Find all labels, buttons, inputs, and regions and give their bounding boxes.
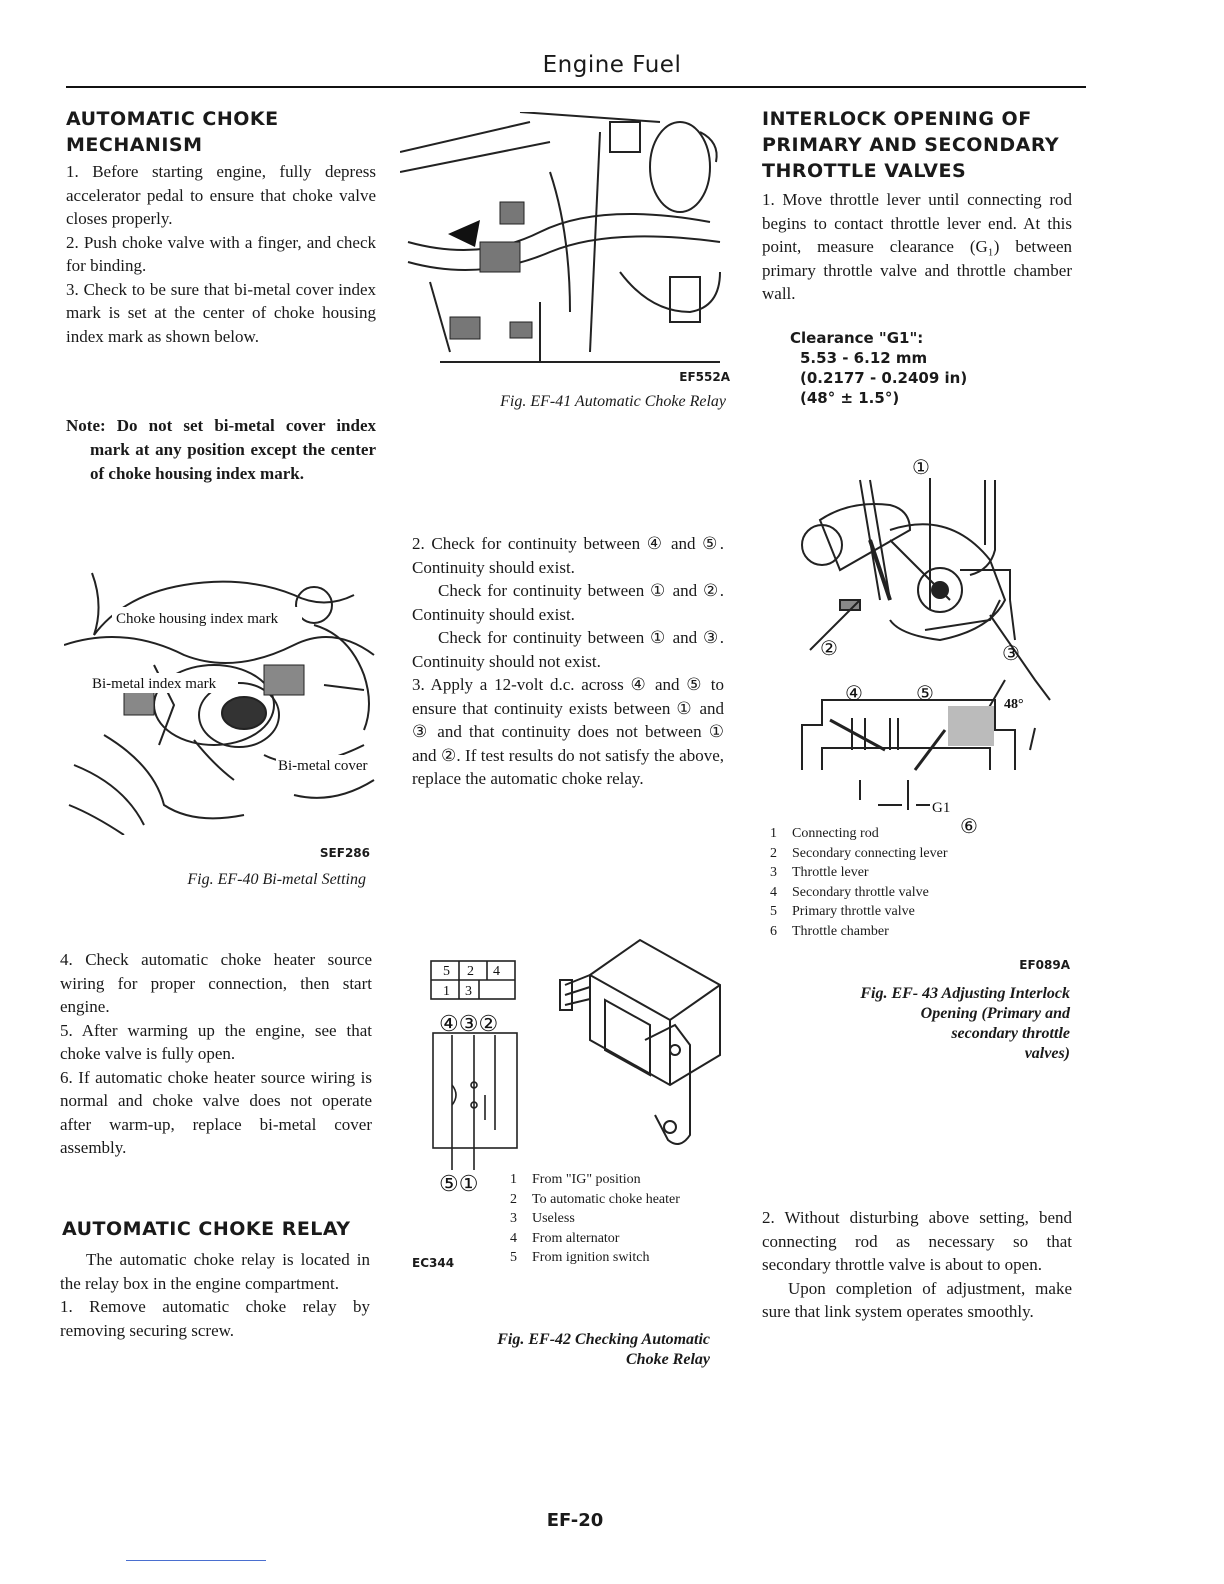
clearance-inch: (0.2177 - 0.2409 in)	[800, 369, 968, 387]
choke-steps-4-6	[60, 948, 372, 1160]
fig-ef42-caption-line1: Fig. EF-42 Checking Automatic	[497, 1331, 710, 1348]
relay-continuity-checks	[412, 532, 724, 791]
legend-text: From alternator	[532, 1230, 620, 1246]
check-1: 2. Check for continuity between ④ and ⑤. Continuity should exist.	[412, 534, 724, 577]
legend-num: 1	[510, 1172, 517, 1187]
interlock-step-2-block	[762, 1206, 1072, 1324]
fig-ef43-caption-line3: secondary throttle	[951, 1025, 1070, 1042]
fig-ef43-caption	[780, 984, 1070, 1064]
clearance-spec	[790, 328, 967, 408]
step-5: 5. After warming up the engine, see that choke valve is fully open.	[60, 1020, 372, 1063]
clearance-label: Clearance "G1":	[790, 329, 924, 347]
header-rule	[66, 86, 1086, 88]
callout-1: ①	[912, 457, 930, 479]
fig-ef43-diagram	[790, 450, 1060, 840]
interlock-completion: Upon completion of adjustment, make sure that link system operates smoothly.	[762, 1278, 1072, 1321]
legend-num: 3	[770, 865, 777, 880]
legend-text: Connecting rod	[792, 826, 879, 841]
legend-text: Secondary connecting lever	[792, 845, 948, 861]
fig-ef43-caption-line1: Fig. EF- 43 Adjusting Interlock	[860, 985, 1070, 1002]
fig-ef40-code: SEF286	[319, 846, 370, 860]
page-number: EF-20	[546, 1510, 604, 1531]
conn-top-2: 2	[467, 964, 474, 979]
legend-text: Primary throttle valve	[792, 904, 915, 919]
legend-row	[510, 1229, 680, 1249]
legend-num: 6	[770, 923, 777, 939]
fig-ef43-legend	[770, 824, 960, 941]
callout-3: ③	[1002, 643, 1020, 665]
label-bimetal-index-mark: Bi-metal index mark	[92, 676, 217, 692]
legend-row	[510, 1209, 680, 1229]
legend-row	[510, 1170, 680, 1190]
legend-num: 5	[770, 904, 777, 919]
legend-row	[510, 1248, 680, 1268]
fig-ef42-relay-drawing	[550, 935, 730, 1155]
callout-2: ②	[820, 638, 838, 660]
fig-ef40-caption: Fig. EF-40 Bi-metal Setting	[187, 871, 366, 888]
legend-row	[510, 1190, 680, 1210]
interlock-step-2: 2. Without disturbing above setting, bend connecting rod as necessary so that secondary throttle valve is about to open.	[762, 1208, 1072, 1274]
legend-num: 5	[510, 1250, 517, 1265]
legend-text: From ignition switch	[532, 1250, 650, 1265]
legend-text: Throttle lever	[792, 865, 869, 880]
check-3: Check for continuity between ① and ③. Continuity should not exist.	[412, 628, 724, 671]
legend-num: 4	[510, 1230, 517, 1246]
callout-4: ④	[845, 683, 863, 705]
conn-bottom-2: 3	[465, 984, 472, 999]
legend-text: Throttle chamber	[792, 923, 889, 939]
legend-text: Secondary throttle valve	[792, 884, 929, 900]
relay-intro: The automatic choke relay is located in the relay box in the engine compartment.	[60, 1250, 370, 1293]
terminals-top: ④③②	[439, 1011, 499, 1036]
note-bimetal: Note: Do not set bi-metal cover index mark at any position except the center of choke housing index mark.	[66, 416, 376, 483]
conn-top-3: 4	[493, 964, 500, 979]
label-choke-housing-index-mark: Choke housing index mark	[116, 611, 279, 627]
fig-ef42-wiring-diagram	[425, 955, 525, 1200]
step-1: 1. Before starting engine, fully depress accelerator pedal to ensure that choke valve closes properly.	[66, 162, 376, 228]
check-2: Check for continuity between ① and ②. Continuity should exist.	[412, 581, 724, 624]
conn-top-1: 5	[443, 964, 450, 979]
fig-ef42-legend	[510, 1170, 680, 1268]
legend-text: To automatic choke heater	[532, 1191, 680, 1207]
fig-ef40-illustration	[64, 565, 380, 835]
legend-text: From "IG" position	[532, 1172, 641, 1187]
g1-label: G1	[932, 800, 951, 816]
angle-label: 48°	[1004, 697, 1024, 712]
step-4: 4. Check automatic choke heater source wiring for proper connection, then start engine.	[60, 950, 372, 1016]
clearance-angle: (48° ± 1.5°)	[800, 389, 900, 407]
choke-mechanism-steps	[66, 160, 376, 348]
label-bimetal-cover: Bi-metal cover	[278, 758, 368, 774]
arrow-pointer-icon	[448, 220, 480, 247]
fig-ef43-caption-line2: Opening (Primary and	[920, 1005, 1070, 1022]
terminals-bottom: ⑤①	[439, 1171, 479, 1196]
footer-rule	[126, 1560, 266, 1561]
legend-num: 3	[510, 1211, 517, 1226]
check-4: 3. Apply a 12-volt d.c. across ④ and ⑤ to ensure that continuity exists between ① and ③ and that continuity does not between ① and ②. If test results do not satisfy the above, replace the automatic choke relay.	[412, 675, 724, 788]
fig-ef42-code: EC344	[412, 1256, 455, 1270]
legend-row	[770, 883, 960, 903]
fig-ef43-code: EF089A	[1019, 958, 1070, 972]
legend-row	[770, 902, 960, 922]
step-3: 3. Check to be sure that bi-metal cover index mark is set at the center of choke housing index mark as shown below.	[66, 279, 376, 346]
relay-text	[60, 1248, 370, 1342]
callout-5: ⑤	[916, 683, 934, 705]
legend-num: 4	[770, 884, 777, 900]
legend-num: 2	[770, 845, 777, 861]
relay-step-1: 1. Remove automatic choke relay by removing securing screw.	[60, 1297, 370, 1340]
fig-ef41-illustration	[400, 112, 730, 370]
step-2: 2. Push choke valve with a finger, and check for binding.	[66, 232, 376, 275]
conn-bottom-1: 1	[443, 984, 450, 999]
legend-row	[770, 922, 960, 942]
fig-ef43-caption-line4: valves)	[1024, 1045, 1070, 1062]
legend-row	[770, 844, 960, 864]
fig-ef42-caption	[420, 1330, 710, 1370]
legend-row	[770, 863, 960, 883]
callout-6: ⑥	[960, 816, 978, 838]
clearance-mm: 5.53 - 6.12 mm	[800, 349, 928, 367]
page-header-title: Engine Fuel	[542, 52, 682, 78]
legend-text: Useless	[532, 1211, 575, 1226]
fig-ef41-code: EF552A	[679, 370, 730, 384]
section-title-automatic-choke-relay: AUTOMATIC CHOKE RELAY	[62, 1218, 351, 1240]
step-6: 6. If automatic choke heater source wiring is normal and choke valve does not operate after warm-up, replace bi-metal cover assembly.	[60, 1067, 372, 1157]
fig-ef41-caption: Fig. EF-41 Automatic Choke Relay	[500, 393, 726, 410]
section-title-automatic-choke-mechanism: AUTOMATIC CHOKE MECHANISM	[66, 108, 279, 156]
legend-num: 1	[770, 826, 777, 841]
legend-num: 2	[510, 1191, 517, 1207]
section-title-interlock-opening: INTERLOCK OPENING OF PRIMARY AND SECONDARY THROTTLE VALVES	[762, 108, 1060, 182]
interlock-step-1: 1. Move throttle lever until connecting rod begins to contact throttle lever end. At this point, measure clearance (G₁) between primary throttle valve and throttle chamber wall.	[762, 190, 1072, 303]
legend-row	[770, 824, 960, 844]
fig-ef42-caption-line2: Choke Relay	[626, 1351, 710, 1368]
